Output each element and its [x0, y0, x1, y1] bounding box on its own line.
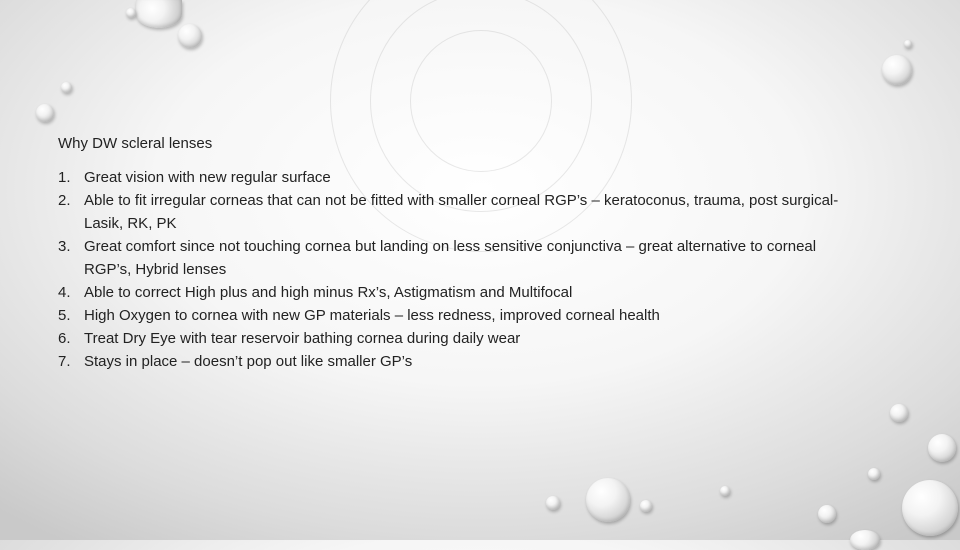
- item-text: Able to correct High plus and high minus Rx’s, Astigmatism and Multifocal: [84, 284, 573, 301]
- item-number: 5.: [58, 307, 71, 324]
- benefits-list: [58, 166, 858, 373]
- item-number: 3.: [58, 238, 71, 255]
- item-text: Treat Dry Eye with tear reservoir bathing cornea during daily wear: [84, 330, 521, 347]
- water-droplet: [902, 480, 958, 536]
- slide-heading: Why DW scleral lenses: [58, 135, 213, 152]
- water-droplet: [868, 468, 880, 480]
- water-droplet: [61, 82, 72, 93]
- item-text: Great comfort since not touching cornea but landing on less sensitive conjunctiva – great alternative to corneal RGP’s, Hybrid lenses: [84, 238, 817, 278]
- item-number: 7.: [58, 353, 71, 370]
- item-number: 4.: [58, 284, 71, 301]
- list-item: [58, 350, 858, 373]
- item-number: 2.: [58, 192, 71, 209]
- water-droplet: [720, 486, 730, 496]
- water-droplet: [36, 104, 54, 122]
- item-number: 6.: [58, 330, 71, 347]
- list-item: [58, 166, 858, 189]
- list-item: [58, 304, 858, 327]
- water-droplet: [126, 8, 136, 18]
- water-droplet: [178, 24, 202, 48]
- water-droplet: [818, 505, 836, 523]
- water-droplet: [640, 500, 652, 512]
- item-text: Great vision with new regular surface: [84, 169, 331, 186]
- water-droplet: [882, 55, 912, 85]
- water-droplet: [890, 404, 908, 422]
- item-number: 1.: [58, 169, 71, 186]
- item-text: Able to fit irregular corneas that can not be fitted with smaller corneal RGP’s – keratoconus, trauma, post surgical- Lasik, RK, PK: [84, 192, 839, 232]
- list-item: [58, 281, 858, 304]
- item-text: Stays in place – doesn’t pop out like smaller GP’s: [84, 353, 413, 370]
- water-droplet: [546, 496, 560, 510]
- water-droplet: [904, 40, 912, 48]
- water-droplet: [586, 478, 630, 522]
- list-item: [58, 327, 858, 350]
- item-text: High Oxygen to cornea with new GP materials – less redness, improved corneal health: [84, 307, 660, 324]
- slide-content: [58, 133, 858, 373]
- list-item: [58, 235, 858, 281]
- list-item: [58, 189, 858, 235]
- water-droplet: [928, 434, 956, 462]
- water-droplet: [850, 530, 880, 550]
- water-droplet: [136, 0, 182, 28]
